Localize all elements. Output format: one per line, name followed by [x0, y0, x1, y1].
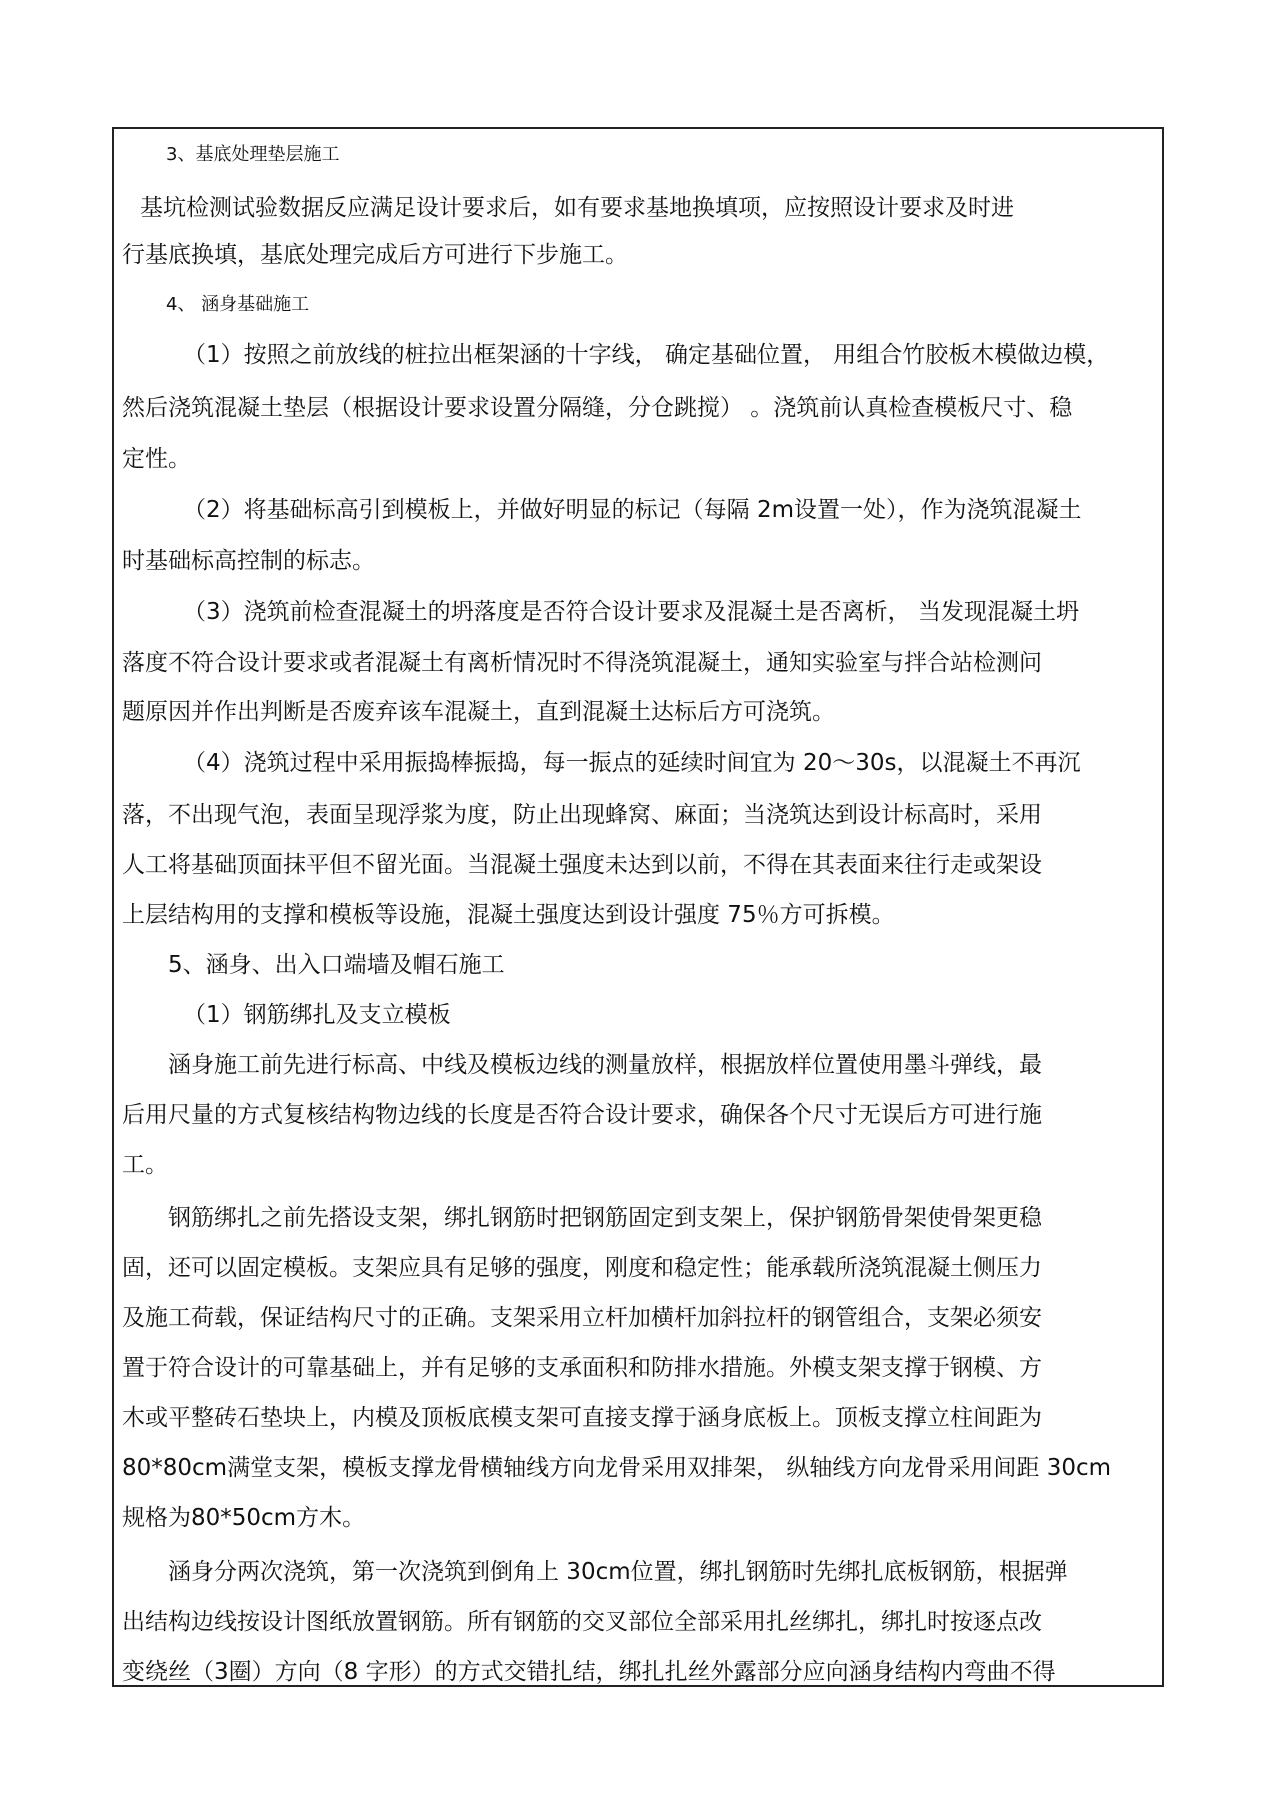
paragraph-line: 涵身施工前先进行标高、中线及模板边线的测量放样，根据放样位置使用墨斗弹线，最 — [168, 1052, 1042, 1078]
section-heading-5: 5、涵身、出入口端墙及帽石施工 — [168, 952, 505, 978]
paragraph-line: 工。 — [122, 1152, 168, 1178]
paragraph-line: 木或平整砖石垫块上，内模及顶板底模支架可直接支撑于涵身底板上。顶板支撑立柱间距为 — [122, 1405, 1042, 1431]
paragraph-line: 时基础标高控制的标志。 — [122, 548, 375, 574]
paragraph-line: 规格为80*50cm方木。 — [122, 1505, 366, 1531]
paragraph-line: （3）浇筑前检查混凝土的坍落度是否符合设计要求及混凝土是否离析， 当发现混凝土坍 — [183, 599, 1079, 625]
paragraph-line: 题原因并作出判断是否废弃该车混凝土，直到混凝土达标后方可浇筑。 — [122, 699, 835, 725]
paragraph-line: 人工将基础顶面抹平但不留光面。当混凝土强度未达到以前，不得在其表面来往行走或架设 — [122, 852, 1042, 878]
paragraph-line: 变绕丝（3圈）方向（8 字形）的方式交错扎结，绑扎扎丝外露部分应向涵身结构内弯曲不得 — [122, 1659, 1056, 1685]
paragraph-line: 涵身分两次浇筑，第一次浇筑到倒角上 30cm位置，绑扎钢筋时先绑扎底板钢筋，根据弹 — [168, 1559, 1068, 1585]
paragraph-line: 钢筋绑扎之前先搭设支架，绑扎钢筋时把钢筋固定到支架上，保护钢筋骨架使骨架更稳 — [168, 1205, 1042, 1231]
paragraph-line: （4）浇筑过程中采用振捣棒振捣，每一振点的延续时间宜为 20～30s，以混凝土不再沉 — [183, 750, 1081, 776]
paragraph-line: 固，还可以固定模板。支架应具有足够的强度，刚度和稳定性；能承载所浇筑混凝土侧压力 — [122, 1255, 1042, 1281]
paragraph-line: 定性。 — [122, 446, 191, 472]
paragraph-line: 行基底换填，基底处理完成后方可进行下步施工。 — [122, 242, 628, 268]
paragraph-line: 80*80cm满堂支架，模板支撑龙骨横轴线方向龙骨采用双排架， 纵轴线方向龙骨采用间距 30cm — [122, 1455, 1112, 1481]
paragraph-line: 及施工荷载，保证结构尺寸的正确。支架采用立杆加横杆加斜拉杆的钢管组合，支架必须安 — [122, 1305, 1042, 1331]
paragraph-line: 落，不出现气泡，表面呈现浮浆为度，防止出现蜂窝、麻面；当浇筑达到设计标高时，采用 — [122, 802, 1042, 828]
paragraph-line: 落度不符合设计要求或者混凝土有离析情况时不得浇筑混凝土，通知实验室与拌合站检测问 — [122, 650, 1042, 676]
subsection-heading: （1）钢筋绑扎及支立模板 — [183, 1002, 451, 1028]
paragraph-line: 置于符合设计的可靠基础上，并有足够的支承面积和防排水措施。外模支架支撑于钢模、方 — [122, 1355, 1042, 1381]
paragraph-line: 上层结构用的支撑和模板等设施，混凝土强度达到设计强度 75％方可拆模。 — [122, 902, 895, 928]
paragraph-line: （2）将基础标高引到模板上，并做好明显的标记（每隔 2m设置一处），作为浇筑混凝土 — [183, 497, 1082, 523]
section-heading-3: 3、基底处理垫层施工 — [166, 144, 340, 165]
paragraph-line: 然后浇筑混凝土垫层（根据设计要求设置分隔缝，分仓跳搅） 。浇筑前认真检查模板尺寸、稳 — [122, 395, 1073, 421]
section-heading-4: 4、 涵身基础施工 — [166, 294, 310, 315]
paragraph-line: 出结构边线按设计图纸放置钢筋。所有钢筋的交叉部位全部采用扎丝绑扎，绑扎时按逐点改 — [122, 1609, 1042, 1635]
paragraph-line: （1）按照之前放线的桩拉出框架涵的十字线， 确定基础位置， 用组合竹胶板木模做边模， — [183, 342, 1110, 368]
paragraph-line: 基坑检测试验数据反应满足设计要求后，如有要求基地换填项，应按照设计要求及时进 — [140, 195, 1014, 221]
paragraph-line: 后用尺量的方式复核结构物边线的长度是否符合设计要求，确保各个尺寸无误后方可进行施 — [122, 1102, 1042, 1128]
